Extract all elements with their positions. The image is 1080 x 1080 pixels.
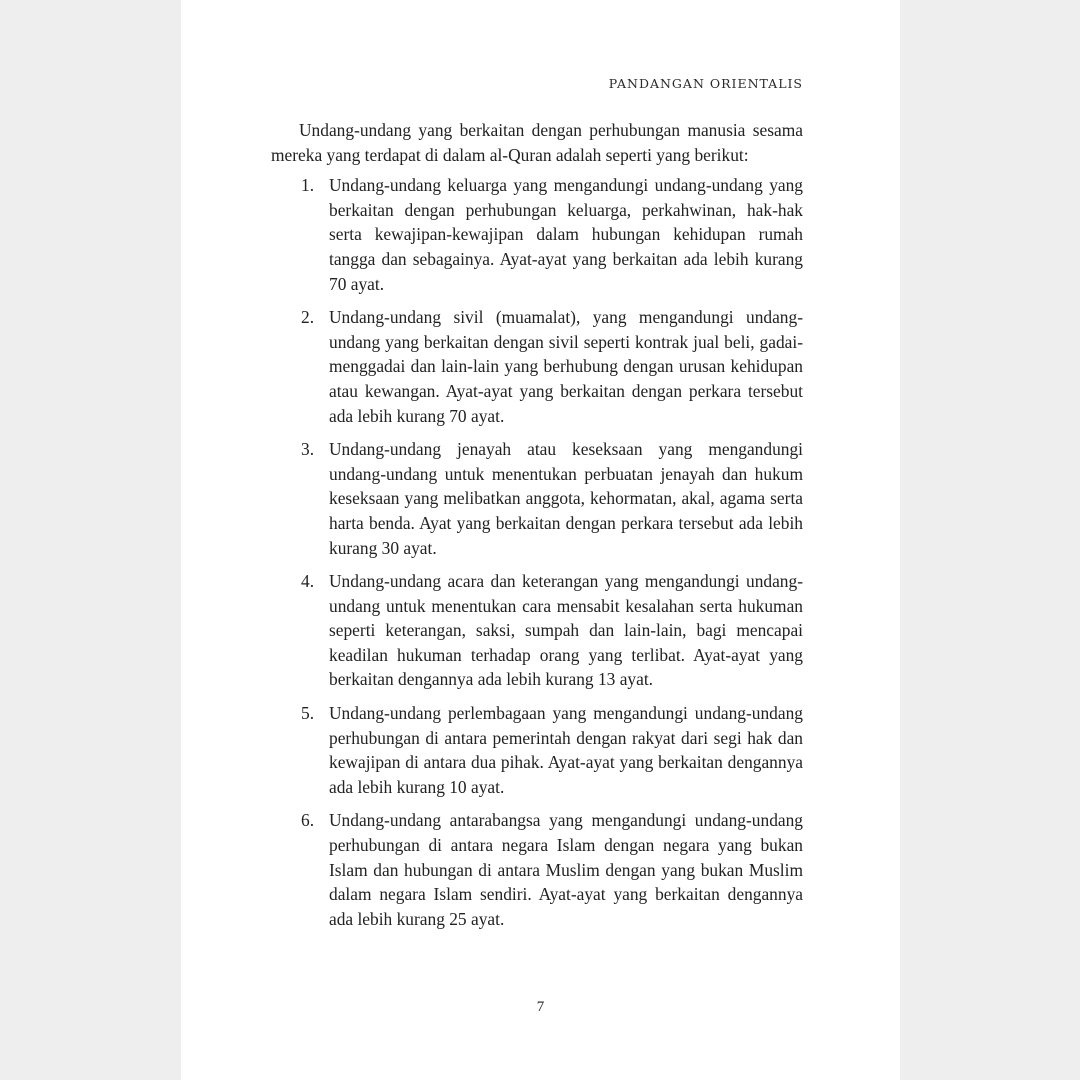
list-item-number: 5. (301, 703, 315, 724)
list-item-text: Undang-undang keluarga yang mengandungi undang-undang yang berkaitan dengan perhubungan keluarga, perkahwinan, hak-hak serta kewajipan-kewajipan dalam hubungan kehidupan rumah tangga dan sebagainya. Ayat-ayat yang berkaitan ada lebih kurang 70 ayat. (329, 175, 803, 294)
list-item (271, 808, 803, 931)
list-item (271, 569, 803, 692)
running-header: PANDANGAN ORIENTALIS (608, 76, 803, 91)
list-item (271, 437, 803, 560)
list-item-text: Undang-undang sivil (muamalat), yang mengandungi undang-undang yang berkaitan dengan sivil seperti kontrak jual beli, gadai-menggadai dan lain-lain yang berhubung dengan urusan kehidupan atau kewangan. Ayat-ayat yang berkaitan dengan perkara tersebut ada lebih kurang 70 ayat. (329, 307, 803, 426)
list-item-number: 4. (301, 571, 315, 592)
list-item-text: Undang-undang acara dan keterangan yang mengandungi undang-undang untuk menentukan cara mensabit kesalahan serta hukuman seperti keterangan, saksi, sumpah dan lain-lain, bagi mencapai keadilan hukuman terhadap orang yang terlibat. Ayat-ayat yang berkaitan dengannya ada lebih kurang 13 ayat. (329, 571, 803, 690)
intro-paragraph: Undang-undang yang berkaitan dengan perhubungan manusia sesama mereka yang terdapat di dalam al-Quran adalah seperti yang berikut: (271, 120, 803, 165)
page-number: 7 (536, 999, 545, 1015)
list-item-number: 3. (301, 439, 315, 460)
list-item-text: Undang-undang antarabangsa yang mengandungi undang-undang perhubungan di antara negara Islam dengan negara yang bukan Islam dan hubungan di antara Muslim dengan yang bukan Muslim dalam negara Islam sendiri. Ayat-ayat yang berkaitan dengannya ada lebih kurang 25 ayat. (329, 810, 803, 929)
list-item-text: Undang-undang jenayah atau keseksaan yang mengandungi undang-undang untuk menentukan perbuatan jenayah dan hukum keseksaan yang melibatkan anggota, kehormatan, akal, agama serta harta benda. Ayat yang berkaitan dengan perkara tersebut ada lebih kurang 30 ayat. (329, 439, 803, 558)
list-item (271, 305, 803, 428)
list-item (271, 701, 803, 799)
list-item-number: 1. (301, 175, 315, 196)
list-item-number: 2. (301, 307, 315, 328)
page-body (271, 118, 803, 940)
list-item (271, 173, 803, 296)
book-page (181, 0, 900, 1080)
numbered-list (271, 173, 803, 931)
list-item-text: Undang-undang perlembagaan yang mengandungi undang-undang perhubungan di antara pemerintah dengan rakyat dari segi hak dan kewajipan di antara dua pihak. Ayat-ayat yang berkaitan dengannya ada lebih kurang 10 ayat. (329, 703, 803, 797)
list-item-number: 6. (301, 810, 315, 831)
